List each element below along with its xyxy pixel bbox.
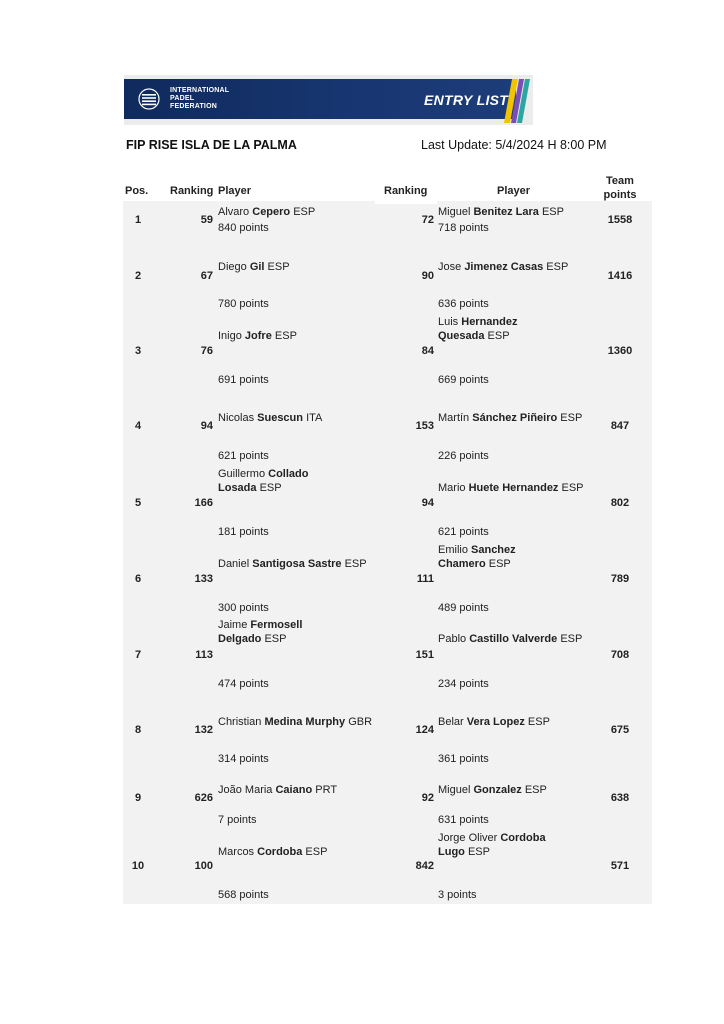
player-country: ESP	[259, 482, 282, 494]
federation-name-line: PADEL	[170, 95, 195, 102]
player-name-line	[438, 831, 546, 845]
player2-ranking: 842	[415, 860, 434, 872]
player-last-name: Cepero	[252, 206, 291, 218]
row-position: 10	[131, 860, 145, 872]
player-name-line	[438, 481, 584, 495]
player-country: ESP	[560, 412, 583, 424]
row-position: 8	[134, 724, 142, 736]
federation-name-line: FEDERATION	[170, 103, 217, 110]
padel-federation-logo-icon	[138, 88, 160, 110]
player-last-name: Caiano	[275, 784, 313, 796]
player-last-name: Fermosell	[250, 619, 303, 631]
header-gap	[375, 196, 437, 204]
player2-points: 226 points	[438, 450, 489, 462]
player1-ranking: 113	[195, 649, 213, 661]
player-first-name: Miguel	[438, 206, 471, 218]
player-last-name: Delgado	[218, 633, 262, 645]
player1-ranking: 76	[200, 345, 213, 357]
player-name-line	[438, 315, 518, 329]
player2-ranking: 92	[421, 792, 434, 804]
player1-points: 314 points	[218, 753, 269, 765]
player1-name	[218, 783, 337, 797]
player-last-name: Sanchez	[471, 544, 516, 556]
player-country: ITA	[306, 412, 323, 424]
player-name-line	[218, 411, 322, 425]
player-first-name: Miguel	[438, 784, 471, 796]
player1-points: 840 points	[218, 222, 269, 234]
player1-name	[218, 467, 308, 495]
player2-name	[438, 831, 546, 859]
banner-bar	[124, 79, 516, 119]
col-ranking1-header: Ranking	[170, 185, 214, 197]
player2-ranking: 124	[415, 724, 434, 736]
player2-name	[438, 715, 550, 729]
player-name-line	[438, 329, 518, 343]
player1-ranking: 133	[194, 573, 213, 585]
player1-ranking: 100	[194, 860, 213, 872]
player-name-line	[218, 260, 290, 274]
player-first-name: Inigo	[218, 330, 242, 342]
row-position: 2	[134, 270, 142, 282]
player-first-name: Mario	[438, 482, 466, 494]
team-points: 675	[610, 724, 630, 736]
player1-points: 568 points	[218, 889, 269, 901]
player-name-line	[438, 783, 547, 797]
player1-ranking: 67	[200, 270, 213, 282]
player-first-name: Diego	[218, 261, 247, 273]
player-name-line	[218, 632, 302, 646]
player2-ranking: 84	[421, 345, 434, 357]
entry-list-banner	[124, 75, 533, 125]
player1-name	[218, 557, 367, 571]
col-team-points-header-line1: Team	[606, 175, 634, 187]
player1-name	[218, 260, 290, 274]
federation-name	[170, 87, 229, 111]
player-first-name: Nicolas	[218, 412, 255, 424]
player-name-line	[218, 557, 367, 571]
team-points: 847	[610, 420, 630, 432]
player-first-name: Jaime	[218, 619, 248, 631]
player2-name	[438, 543, 516, 571]
player-first-name: Guillermo	[218, 468, 266, 480]
player2-points: 631 points	[438, 814, 489, 826]
event-title: FIP RISE ISLA DE LA PALMA	[126, 138, 297, 152]
player-country: ESP	[541, 206, 564, 218]
player2-name	[438, 632, 582, 646]
player-first-name: Emilio	[438, 544, 468, 556]
banner-title: ENTRY LIST	[424, 92, 509, 108]
player2-points: 621 points	[438, 526, 489, 538]
player-country: ESP	[305, 846, 328, 858]
player-name-line	[438, 557, 516, 571]
player-name-line	[218, 467, 308, 481]
player1-ranking: 59	[200, 214, 213, 226]
team-points: 708	[610, 649, 630, 661]
player2-name	[438, 205, 564, 219]
player1-name	[218, 205, 315, 219]
player1-points: 474 points	[218, 678, 269, 690]
team-points: 1360	[607, 345, 633, 357]
player1-ranking: 94	[200, 420, 213, 432]
player-last-name: Lugo	[438, 846, 465, 858]
player-last-name: Cordoba	[500, 832, 546, 844]
player-last-name: Cordoba	[257, 846, 303, 858]
team-points: 1558	[607, 214, 633, 226]
player-first-name: Pablo	[438, 633, 467, 645]
team-points: 571	[610, 860, 630, 872]
player-name-line	[218, 618, 302, 632]
player-first-name: Jorge Oliver	[438, 832, 498, 844]
player-country: PRT	[315, 784, 338, 796]
player-last-name: Jimenez Casas	[464, 261, 544, 273]
player-last-name: Huete Hernandez	[468, 482, 559, 494]
player-first-name: João Maria	[218, 784, 273, 796]
player-name-line	[218, 329, 297, 343]
player-last-name: Hernandez	[461, 316, 518, 328]
player-name-line	[438, 411, 582, 425]
player1-name	[218, 845, 327, 859]
player-name-line	[438, 260, 568, 274]
player-first-name: Luis	[438, 316, 459, 328]
player-country: ESP	[561, 482, 584, 494]
player2-name	[438, 411, 582, 425]
team-points: 789	[610, 573, 630, 585]
player2-points: 489 points	[438, 602, 489, 614]
player-first-name: Christian	[218, 716, 262, 728]
row-position: 6	[134, 573, 142, 585]
federation-name-line: INTERNATIONAL	[170, 87, 230, 94]
player2-points: 3 points	[438, 889, 477, 901]
player1-points: 621 points	[218, 450, 269, 462]
player1-name	[218, 329, 297, 343]
player-last-name: Losada	[218, 482, 257, 494]
player-last-name: Chamero	[438, 558, 486, 570]
player-country: ESP	[344, 558, 367, 570]
player-last-name: Suescun	[257, 412, 303, 424]
player1-ranking: 132	[194, 724, 213, 736]
player-country: ESP	[560, 633, 583, 645]
last-update: Last Update: 5/4/2024 H 8:00 PM	[421, 138, 607, 152]
player2-ranking: 111	[416, 573, 434, 585]
player1-ranking: 626	[194, 792, 213, 804]
player2-name	[438, 260, 568, 274]
col-team-points-header-line2: points	[603, 189, 637, 201]
col-player1-header: Player	[218, 185, 252, 197]
player-last-name: Benitez Lara	[473, 206, 539, 218]
player-last-name: Castillo Valverde	[469, 633, 558, 645]
player1-points: 300 points	[218, 602, 269, 614]
row-position: 1	[134, 214, 142, 226]
team-points: 802	[610, 497, 630, 509]
player-country: ESP	[546, 261, 569, 273]
player2-name	[438, 481, 584, 495]
player-last-name: Quesada	[438, 330, 485, 342]
player-last-name: Jofre	[244, 330, 272, 342]
player-country: ESP	[293, 206, 316, 218]
player-name-line	[218, 783, 337, 797]
player2-name	[438, 783, 547, 797]
player-name-line	[438, 715, 550, 729]
row-position: 9	[134, 792, 142, 804]
player1-points: 780 points	[218, 298, 269, 310]
player-first-name: Alvaro	[218, 206, 250, 218]
player-name-line	[218, 715, 372, 729]
player-country: ESP	[487, 330, 510, 342]
row-position: 3	[134, 345, 142, 357]
player-name-line	[438, 205, 564, 219]
player2-ranking: 90	[421, 270, 434, 282]
player-first-name: Jose	[438, 261, 462, 273]
player-last-name: Gonzalez	[473, 784, 522, 796]
player2-ranking: 153	[415, 420, 434, 432]
player2-points: 361 points	[438, 753, 489, 765]
player2-ranking: 72	[421, 214, 434, 226]
player-last-name: Vera Lopez	[466, 716, 525, 728]
player-last-name: Santigosa Sastre	[252, 558, 342, 570]
player2-points: 234 points	[438, 678, 489, 690]
player-country: GBR	[348, 716, 373, 728]
player2-points: 669 points	[438, 374, 489, 386]
col-ranking2-header: Ranking	[384, 185, 428, 197]
player-country: ESP	[488, 558, 511, 570]
player-name-line	[438, 543, 516, 557]
player2-ranking: 151	[415, 649, 434, 661]
player-name-line	[218, 845, 327, 859]
player-country: ESP	[274, 330, 297, 342]
player1-points: 181 points	[218, 526, 269, 538]
player2-points: 636 points	[438, 298, 489, 310]
player1-ranking: 166	[194, 497, 213, 509]
player-last-name: Medina Murphy	[264, 716, 346, 728]
player-first-name: Belar	[438, 716, 464, 728]
row-position: 4	[134, 420, 142, 432]
player2-points: 718 points	[438, 222, 489, 234]
player1-points: 7 points	[218, 814, 257, 826]
player-country: ESP	[467, 846, 490, 858]
player-first-name: Daniel	[218, 558, 250, 570]
player-country: ESP	[524, 784, 547, 796]
player1-name	[218, 715, 372, 729]
player1-name	[218, 618, 302, 646]
player-name-line	[438, 632, 582, 646]
row-position: 5	[134, 497, 142, 509]
col-pos-header: Pos.	[125, 185, 149, 197]
col-player2-header: Player	[497, 185, 531, 197]
player-first-name: Marcos	[218, 846, 255, 858]
player-last-name: Sánchez Piñeiro	[472, 412, 558, 424]
player-first-name: Martín	[438, 412, 470, 424]
player2-ranking: 94	[421, 497, 434, 509]
player-last-name: Gil	[249, 261, 265, 273]
player-name-line	[218, 205, 315, 219]
player-country: ESP	[264, 633, 287, 645]
team-points: 1416	[607, 270, 633, 282]
player-country: ESP	[267, 261, 290, 273]
player-country: ESP	[527, 716, 550, 728]
player-name-line	[438, 845, 546, 859]
team-points: 638	[610, 792, 630, 804]
player1-name	[218, 411, 322, 425]
player-name-line	[218, 481, 308, 495]
banner-stripes-icon	[500, 79, 530, 123]
player-last-name: Collado	[268, 468, 309, 480]
player2-name	[438, 315, 518, 343]
player1-points: 691 points	[218, 374, 269, 386]
row-position: 7	[134, 649, 142, 661]
